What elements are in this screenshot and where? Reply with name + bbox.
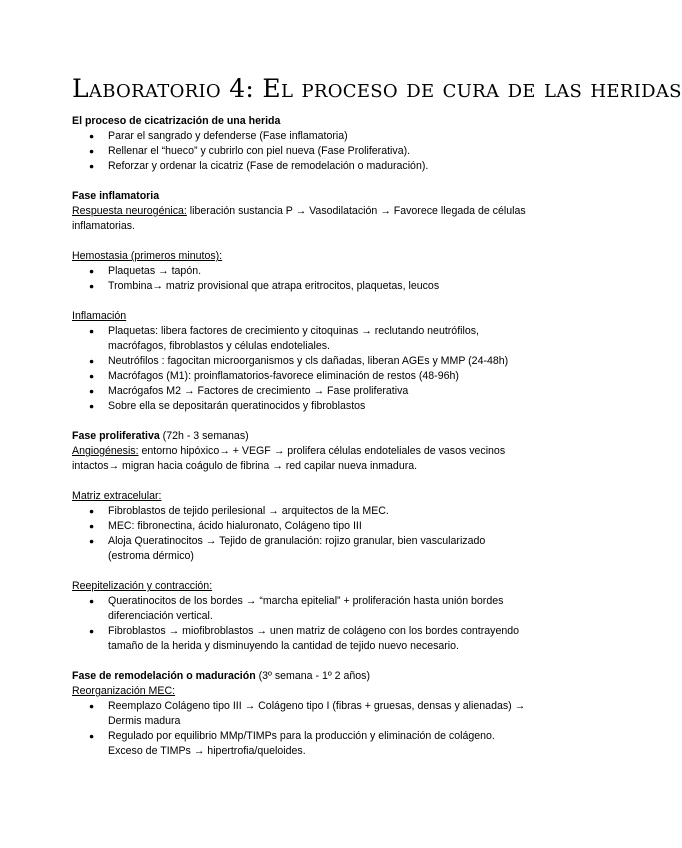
bullet-list (72, 594, 530, 654)
paragraph (72, 204, 530, 234)
list-item: ● Macrófagos (M1): proinflamatorios-favorece eliminación de restos (48-96h) (108, 369, 530, 384)
bullet-list (72, 324, 530, 414)
section-cicatrizacion (72, 114, 530, 174)
section-fase-inflamatoria (72, 189, 530, 414)
list-item: ● Parar el sangrado y defenderse (Fase inflamatoria) (108, 129, 530, 144)
paragraph (72, 444, 530, 474)
heading-subtext: (3º semana - 1º 2 años) (255, 670, 371, 682)
underlined-label: Angiogénesis: (72, 445, 139, 457)
section-heading: El proceso de cicatrización de una herida (72, 115, 281, 127)
list-item: ● Trombina→ matriz provisional que atrapa eritrocitos, plaquetas, leucos (108, 279, 530, 294)
list-item: ● Reemplazo Colágeno tipo III → Colágeno tipo I (fibras + gruesas, densas y alienadas) → Dermis madura (108, 699, 530, 729)
heading-subtext: (72h - 3 semanas) (159, 430, 249, 442)
section-fase-remodelacion (72, 669, 530, 759)
section-heading (72, 669, 530, 684)
list-item: ● Rellenar el “hueco” y cubrirlo con piel nueva (Fase Proliferativa). (108, 144, 530, 159)
underlined-label: Respuesta neurogénica: (72, 205, 187, 217)
subsection-label: Reepitelización y contracción: (72, 580, 213, 592)
list-item: ● Neutrófilos : fagocitan microorganismos y cls dañadas, liberan AGEs y MMP (24-48h) (108, 354, 530, 369)
heading-text: Fase de remodelación o maduración (72, 670, 256, 682)
subsection-label: Matriz extracelular: (72, 490, 162, 502)
heading-text: Fase proliferativa (72, 430, 160, 442)
section-heading: Fase inflamatoria (72, 190, 160, 202)
page-title: Laboratorio 4: El proceso de cura de las heridas (72, 74, 682, 103)
list-item: ● Regulado por equilibrio MMp/TIMPs para la producción y eliminación de colágeno. Exceso de TIMPs → hipertrofia/queloides. (108, 729, 530, 759)
section-heading (72, 429, 530, 444)
list-item: ● Macrógafos M2 → Factores de crecimiento → Fase proliferativa (108, 384, 530, 399)
bullet-list (72, 504, 530, 564)
section-fase-proliferativa (72, 429, 530, 654)
list-item: ● Queratinocitos de los bordes → “marcha epitelial” + proliferación hasta unión bordes diferenciación vertical. (108, 594, 530, 624)
list-item: ● Sobre ella se depositarán queratinocidos y fibroblastos (108, 399, 530, 414)
subsection-label: Hemostasia (primeros minutos): (72, 250, 223, 262)
list-item: ● Fibroblastos de tejido perilesional → arquitectos de la MEC. (108, 504, 530, 519)
list-item: ● MEC: fibronectina, ácido hialuronato, Colágeno tipo III (108, 519, 530, 534)
bullet-list (72, 264, 530, 294)
list-item: ● Fibroblastos → miofibroblastos → unen matriz de colágeno con los bordes contrayendo tamaño de la herida y disminuyendo la cantidad de tejido nuevo necesario. (108, 624, 530, 654)
subsection-label: Reorganización MEC: (72, 685, 176, 697)
list-item: ● Plaquetas → tapón. (108, 264, 530, 279)
paragraph-text: liberación sustancia P → Vasodilatación → Favorece llegada de células inflamatorias. (72, 205, 526, 232)
bullet-list (72, 699, 530, 759)
paragraph-text: entorno hipóxico→ + VEGF → prolifera células endoteliales de vasos vecinos intactos→ migran hacia coágulo de fibrina → red capilar nueva inmadura. (72, 445, 506, 472)
list-item: ● Plaquetas: libera factores de crecimiento y citoquinas → reclutando neutrófilos, macrófagos, fibroblastos y células endoteliales. (108, 324, 530, 354)
subsection-label: Inflamación (72, 310, 127, 322)
list-item: ● Reforzar y ordenar la cicatriz (Fase de remodelación o maduración). (108, 159, 530, 174)
bullet-list (72, 129, 530, 174)
list-item: ● Aloja Queratinocitos → Tejido de granulación: rojizo granular, bien vascularizado (estroma dérmico) (108, 534, 530, 564)
